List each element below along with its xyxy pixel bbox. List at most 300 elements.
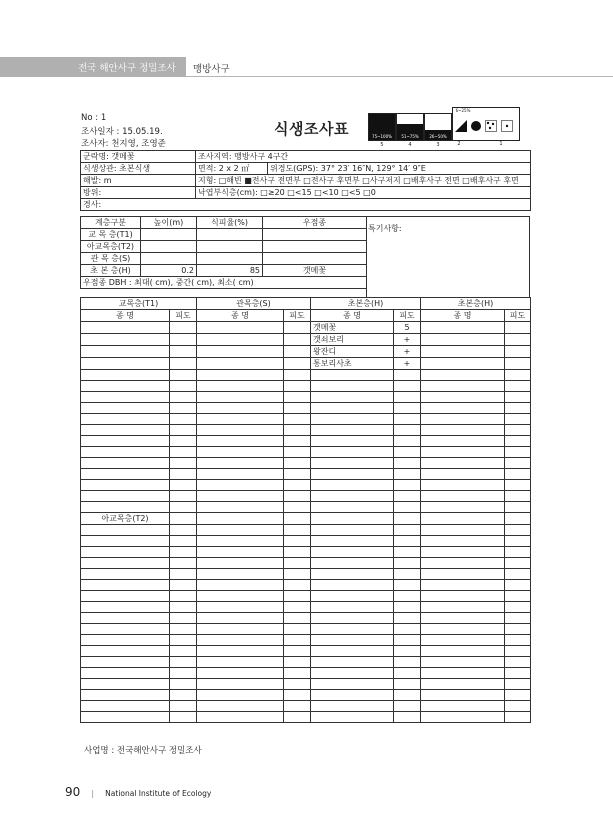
area-cell: 면적: 2 x 2 ㎡ <box>196 163 268 175</box>
species-cell <box>81 370 170 381</box>
species-cell <box>170 513 197 525</box>
species-cell <box>394 580 421 591</box>
species-cell <box>311 480 394 491</box>
species-row <box>81 370 531 381</box>
species-cell <box>421 458 505 469</box>
species-cell <box>81 624 170 635</box>
species-cell <box>170 580 197 591</box>
section-tab <box>0 57 186 77</box>
species-cell <box>284 425 311 436</box>
species-cell <box>284 591 311 602</box>
species-cell <box>81 346 170 358</box>
species-row <box>81 346 531 358</box>
layer-height <box>141 229 197 241</box>
species-cell <box>284 558 311 569</box>
species-row <box>81 358 531 370</box>
species-cell <box>394 701 421 712</box>
species-cell <box>421 569 505 580</box>
species-cell <box>505 403 531 414</box>
species-cell <box>394 502 421 513</box>
species-cell <box>81 580 170 591</box>
species-row <box>81 525 531 536</box>
species-row <box>81 536 531 547</box>
species-cell <box>421 392 505 403</box>
species-cell <box>284 502 311 513</box>
species-cell <box>311 668 394 679</box>
species-cell <box>170 469 197 480</box>
layers-table <box>80 216 367 289</box>
species-cell <box>394 480 421 491</box>
species-cell <box>81 690 170 701</box>
species-cell <box>284 580 311 591</box>
species-cell <box>505 414 531 425</box>
species-cell <box>394 569 421 580</box>
cover-number: 2 <box>457 141 461 147</box>
form-title: 식생조사표 <box>274 120 349 138</box>
species-cell <box>311 547 394 558</box>
cover-number: 5 <box>380 142 384 148</box>
species-cell <box>284 392 311 403</box>
species-cell <box>505 580 531 591</box>
herb-species-cover: + <box>394 346 421 358</box>
species-cell <box>394 392 421 403</box>
species-row <box>81 480 531 491</box>
species-cell <box>170 712 197 723</box>
species-row <box>81 635 531 646</box>
species-cell <box>421 712 505 723</box>
species-cell <box>284 322 311 334</box>
species-cell <box>311 558 394 569</box>
species-cell <box>197 480 284 491</box>
species-cell <box>81 591 170 602</box>
layers-header-cell: 식피율(%) <box>197 217 263 229</box>
species-row <box>81 414 531 425</box>
species-cell <box>505 322 531 334</box>
species-cell <box>505 525 531 536</box>
species-cell <box>311 602 394 613</box>
species-cell <box>284 513 311 525</box>
species-cell <box>81 403 170 414</box>
species-cell <box>421 469 505 480</box>
species-cell <box>505 624 531 635</box>
species-name-header: 종 명 <box>197 310 284 322</box>
form-number: No : 1 <box>81 113 107 123</box>
species-cell <box>394 403 421 414</box>
species-cell <box>505 346 531 358</box>
species-cell <box>505 447 531 458</box>
species-row <box>81 322 531 334</box>
site-info-table <box>80 150 531 211</box>
species-row <box>81 547 531 558</box>
species-cell <box>284 690 311 701</box>
layer-row <box>81 253 367 265</box>
layer-group-header: 초본층(H) <box>421 298 531 310</box>
species-table <box>80 297 531 723</box>
business-name: 사업명 : 전국해안사구 정밀조사 <box>84 746 202 756</box>
species-cell <box>311 635 394 646</box>
species-row <box>81 458 531 469</box>
species-row <box>81 392 531 403</box>
layers-header-cell: 높이(m) <box>141 217 197 229</box>
species-cell <box>505 547 531 558</box>
species-cell <box>170 690 197 701</box>
species-cell <box>197 392 284 403</box>
species-row <box>81 425 531 436</box>
species-cell <box>421 358 505 370</box>
half-cover-icon <box>455 120 467 132</box>
species-cell <box>81 701 170 712</box>
layer-group-header: 교목층(T1) <box>81 298 197 310</box>
species-cell <box>170 346 197 358</box>
species-cell <box>311 712 394 723</box>
species-cell <box>284 458 311 469</box>
herb-species-name: 갯메꽃 <box>311 322 394 334</box>
species-cell <box>170 624 197 635</box>
species-cell <box>197 569 284 580</box>
species-cell <box>170 392 197 403</box>
species-cell <box>505 646 531 657</box>
species-cell <box>505 558 531 569</box>
cover-label: 75~100% <box>372 134 392 139</box>
species-cell <box>170 646 197 657</box>
species-cell <box>394 469 421 480</box>
species-cell <box>81 635 170 646</box>
species-cell <box>197 436 284 447</box>
species-cell <box>421 646 505 657</box>
cover-header: 피도 <box>170 310 197 322</box>
species-cell <box>81 425 170 436</box>
species-cell <box>311 392 394 403</box>
cover-pattern-box <box>452 107 520 147</box>
cover-class-box <box>368 113 396 141</box>
species-row <box>81 491 531 502</box>
species-cell <box>197 458 284 469</box>
species-row <box>81 334 531 346</box>
species-cell <box>394 491 421 502</box>
species-row <box>81 668 531 679</box>
species-cell <box>284 657 311 668</box>
species-cell <box>421 547 505 558</box>
species-cell <box>311 425 394 436</box>
species-cell <box>197 381 284 392</box>
layer-height <box>141 241 197 253</box>
species-cell <box>394 425 421 436</box>
species-cell <box>394 591 421 602</box>
species-cell <box>197 322 284 334</box>
species-cell <box>394 447 421 458</box>
species-cell <box>421 403 505 414</box>
species-cell <box>284 414 311 425</box>
species-cell <box>197 668 284 679</box>
species-cell <box>505 602 531 613</box>
layer-height <box>141 253 197 265</box>
species-row <box>81 502 531 513</box>
species-cell <box>170 381 197 392</box>
community-cell: 군락명: 갯메꽃 <box>81 151 196 163</box>
species-cell <box>81 322 170 334</box>
species-cell <box>311 469 394 480</box>
species-cell <box>505 469 531 480</box>
layer-dominant: 갯메꽃 <box>263 265 367 277</box>
species-cell <box>284 635 311 646</box>
species-cell <box>284 491 311 502</box>
species-row <box>81 690 531 701</box>
species-cell <box>505 458 531 469</box>
species-cell <box>505 690 531 701</box>
species-cell <box>394 513 421 525</box>
species-row <box>81 646 531 657</box>
dot-cover-icon <box>470 120 482 132</box>
species-cell <box>81 447 170 458</box>
species-cell <box>197 591 284 602</box>
species-cell <box>421 635 505 646</box>
layer-cover: 85 <box>197 265 263 277</box>
species-cell <box>421 436 505 447</box>
species-cell <box>311 502 394 513</box>
species-cell <box>421 525 505 536</box>
species-cell <box>197 701 284 712</box>
species-cell <box>421 580 505 591</box>
species-row <box>81 679 531 690</box>
species-cell <box>81 458 170 469</box>
species-cell <box>421 558 505 569</box>
layers-header-cell: 계층구분 <box>81 217 141 229</box>
species-cell <box>311 491 394 502</box>
species-cell <box>284 536 311 547</box>
layer-name: 아교목층(T2) <box>81 241 141 253</box>
layer-cover <box>197 253 263 265</box>
species-cell <box>421 591 505 602</box>
species-cell <box>311 370 394 381</box>
species-row <box>81 624 531 635</box>
gps-cell: 위경도(GPS): 37° 23′ 16″N, 129° 14′ 9″E <box>268 163 531 175</box>
species-cell <box>394 547 421 558</box>
species-cell <box>421 447 505 458</box>
species-cell <box>311 580 394 591</box>
species-cell <box>311 513 394 525</box>
page-footer <box>65 781 211 800</box>
species-cell <box>284 381 311 392</box>
species-cell <box>170 491 197 502</box>
species-cell <box>421 657 505 668</box>
species-cell <box>197 547 284 558</box>
species-cell <box>81 569 170 580</box>
species-cell <box>197 613 284 624</box>
species-cell <box>394 646 421 657</box>
species-name-header: 종 명 <box>421 310 505 322</box>
species-cell <box>284 480 311 491</box>
species-cell <box>505 480 531 491</box>
species-row <box>81 580 531 591</box>
species-row <box>81 403 531 414</box>
species-cell <box>170 668 197 679</box>
species-cell <box>421 414 505 425</box>
species-row <box>81 436 531 447</box>
species-cell <box>197 447 284 458</box>
species-cell <box>197 536 284 547</box>
species-cell <box>81 469 170 480</box>
species-cell <box>197 624 284 635</box>
institute-name: National Institute of Ecology <box>105 789 212 798</box>
layer-group-header: 초본층(H) <box>311 298 421 310</box>
species-cell <box>421 602 505 613</box>
species-cell <box>170 436 197 447</box>
region-cell: 조사지역: 맹방사구 4구간 <box>196 151 531 163</box>
survey-date: 조사일자 : 15.05.19. <box>81 127 163 137</box>
notes-box <box>366 216 530 297</box>
species-cell <box>421 322 505 334</box>
herb-species-name: 갯쇠보리 <box>311 334 394 346</box>
species-cell <box>311 679 394 690</box>
species-cell <box>284 547 311 558</box>
species-cell <box>394 414 421 425</box>
species-cell <box>311 414 394 425</box>
species-cell <box>197 580 284 591</box>
species-cell <box>170 447 197 458</box>
species-cell <box>197 679 284 690</box>
species-cell <box>505 425 531 436</box>
species-name-header: 종 명 <box>311 310 394 322</box>
species-cell <box>394 635 421 646</box>
species-cell <box>505 679 531 690</box>
species-cell <box>170 358 197 370</box>
species-cell <box>505 569 531 580</box>
page-number: 90 <box>65 785 81 799</box>
species-cell <box>394 613 421 624</box>
species-cell <box>81 668 170 679</box>
cover-number: 3 <box>436 142 440 148</box>
header-rule <box>186 76 613 77</box>
species-cell <box>505 392 531 403</box>
species-cell <box>81 525 170 536</box>
subsection-title: 맹방사구 <box>193 64 230 75</box>
species-cell <box>170 322 197 334</box>
species-row <box>81 569 531 580</box>
species-cell <box>81 547 170 558</box>
species-cell <box>311 525 394 536</box>
species-cell <box>197 425 284 436</box>
species-cell <box>170 334 197 346</box>
species-group-header <box>81 298 531 310</box>
species-cell <box>311 591 394 602</box>
species-cell <box>394 536 421 547</box>
species-cell <box>394 558 421 569</box>
species-cell <box>311 657 394 668</box>
species-cell <box>81 480 170 491</box>
species-row <box>81 381 531 392</box>
species-cell <box>81 414 170 425</box>
scatter-cover-icon <box>485 120 497 132</box>
species-row <box>81 513 531 525</box>
species-cell <box>505 536 531 547</box>
layer-group-header: 관목층(S) <box>197 298 311 310</box>
species-cell <box>284 436 311 447</box>
altitude-cell: 해발: m <box>81 175 196 187</box>
species-cell <box>505 358 531 370</box>
species-cell <box>81 536 170 547</box>
species-cell <box>81 334 170 346</box>
species-cell <box>311 690 394 701</box>
cover-number: 4 <box>408 142 412 148</box>
footer-separator: | <box>91 789 95 798</box>
species-cell <box>394 712 421 723</box>
layers-header <box>81 217 367 229</box>
cover-label: 6~25% <box>455 108 471 113</box>
species-cell <box>421 668 505 679</box>
species-cell <box>197 602 284 613</box>
species-cell <box>284 712 311 723</box>
species-cell <box>284 346 311 358</box>
species-row <box>81 712 531 723</box>
species-row <box>81 558 531 569</box>
dbh-cell: 우점종 DBH : 최대( cm), 중간( cm), 최소( cm) <box>81 277 367 289</box>
species-cell <box>170 635 197 646</box>
species-cell <box>170 679 197 690</box>
species-cell <box>197 502 284 513</box>
species-row <box>81 701 531 712</box>
layer-cover <box>197 241 263 253</box>
species-cell <box>394 381 421 392</box>
species-cell <box>197 513 284 525</box>
species-cell <box>421 480 505 491</box>
species-cell <box>505 668 531 679</box>
species-cell <box>311 536 394 547</box>
species-cell <box>170 536 197 547</box>
species-cell <box>170 602 197 613</box>
species-cell <box>311 458 394 469</box>
species-cell <box>311 624 394 635</box>
species-cell <box>394 436 421 447</box>
species-cell <box>170 425 197 436</box>
species-cell <box>505 635 531 646</box>
species-cell <box>421 536 505 547</box>
species-cell <box>284 668 311 679</box>
layer-row <box>81 229 367 241</box>
species-cell <box>81 679 170 690</box>
species-cell <box>421 624 505 635</box>
layer-dominant <box>263 253 367 265</box>
layer-row <box>81 241 367 253</box>
species-cell <box>421 346 505 358</box>
species-cell <box>81 358 170 370</box>
species-cell <box>197 334 284 346</box>
species-cell <box>284 624 311 635</box>
species-cell <box>284 370 311 381</box>
species-cell <box>197 646 284 657</box>
slope-cell: 경사: <box>81 199 531 211</box>
species-cell <box>170 569 197 580</box>
aspect-cell: 방위: <box>81 187 196 199</box>
species-cell <box>197 558 284 569</box>
species-cell <box>170 370 197 381</box>
species-cell <box>505 712 531 723</box>
species-cell <box>311 701 394 712</box>
species-cell <box>197 358 284 370</box>
species-cell <box>81 602 170 613</box>
herb-species-name: 왕잔디 <box>311 346 394 358</box>
running-header <box>0 57 613 77</box>
species-cell <box>197 414 284 425</box>
notes-label: 특기사항: <box>368 224 402 233</box>
cover-class-box <box>424 113 452 141</box>
species-cell <box>197 469 284 480</box>
species-cell <box>197 657 284 668</box>
species-cell <box>81 491 170 502</box>
species-cell <box>170 657 197 668</box>
species-cell <box>311 569 394 580</box>
species-name-header: 종 명 <box>81 310 170 322</box>
species-cell <box>394 602 421 613</box>
